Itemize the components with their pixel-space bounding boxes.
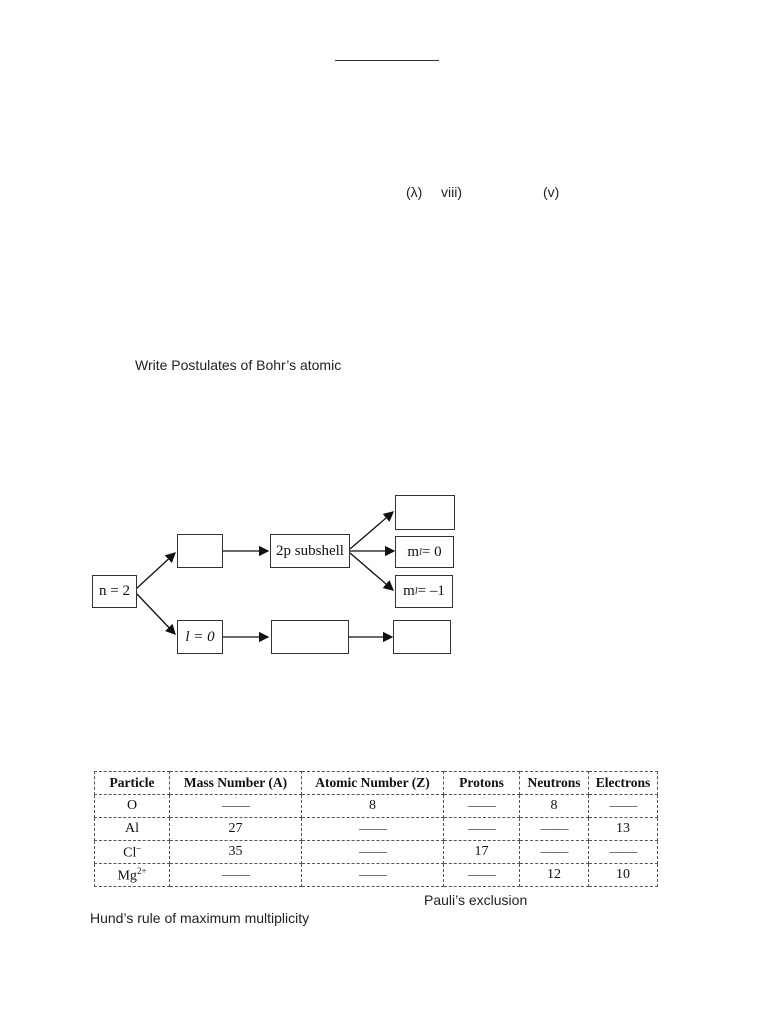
table-cell-mass: 27	[170, 818, 302, 841]
table-cell-electrons: 10	[589, 864, 658, 887]
table-cell-electrons	[589, 841, 658, 864]
blank-dashes: ------------	[467, 801, 496, 812]
ml-minus-value: = –1	[417, 583, 445, 599]
particle-charge: 2+	[136, 865, 147, 876]
header-atomic-number: Atomic Number (Z)	[302, 772, 444, 795]
blank-dashes: ------------	[221, 801, 250, 812]
blank-dashes: ------------	[358, 870, 387, 881]
blank-dashes: ------------	[467, 824, 496, 835]
blank-dashes: ------------	[540, 824, 568, 835]
table-cell-mass	[170, 795, 302, 818]
blank-dashes: ------------	[221, 870, 250, 881]
table-cell-particle	[95, 818, 170, 841]
box-2p-subshell: 2p subshell	[270, 534, 350, 568]
ml-minus-sub: l	[414, 586, 418, 597]
table-cell-neutrons	[520, 818, 589, 841]
blank-dashes: ------------	[609, 847, 637, 858]
table-row	[95, 795, 658, 818]
table-cell-protons	[444, 818, 520, 841]
table-cell-electrons	[589, 795, 658, 818]
table-cell-protons	[444, 864, 520, 887]
box-blank-subshell	[271, 620, 349, 654]
header-neutrons: Neutrons	[520, 772, 589, 795]
box-ml-minus-1	[395, 575, 453, 608]
table-cell-particle	[95, 864, 170, 887]
blank-dashes: ------------	[609, 801, 637, 812]
table-cell-atomic	[302, 864, 444, 887]
header-electrons: Electrons	[589, 772, 658, 795]
question-bohr: Write Postulates of Bohr’s atomic	[135, 357, 342, 373]
table-cell-atomic	[302, 818, 444, 841]
table-cell-atomic: 8	[302, 795, 444, 818]
blank-dashes: ------------	[358, 824, 387, 835]
table-cell-particle	[95, 841, 170, 864]
header-particle: Particle	[95, 772, 170, 795]
table-header-row	[95, 772, 658, 795]
table-cell-neutrons: 12	[520, 864, 589, 887]
table-cell-particle	[95, 795, 170, 818]
roman-numeral-lambda: (λ)	[406, 184, 423, 200]
roman-numeral-viii: viii)	[441, 184, 462, 200]
table-row	[95, 864, 658, 887]
question-hund: Hund’s rule of maximum multiplicity	[90, 910, 310, 926]
box-blank-ml	[395, 495, 455, 530]
table-cell-atomic	[302, 841, 444, 864]
box-blank-l	[177, 534, 223, 568]
particle-symbol: O	[126, 798, 138, 813]
table-cell-neutrons	[520, 841, 589, 864]
particle-symbol: Mg	[117, 868, 137, 884]
ml-zero-value: = 0	[421, 543, 442, 560]
particle-symbol: Cl	[123, 845, 137, 861]
blank-dashes: ------------	[358, 847, 387, 858]
ml-zero-sub: l	[419, 546, 422, 558]
box-l-0: l = 0	[177, 620, 223, 654]
blank-dashes: ------------	[540, 847, 568, 858]
table-row	[95, 818, 658, 841]
table-cell-protons: 17	[444, 841, 520, 864]
table-row	[95, 841, 658, 864]
table-cell-electrons: 13	[589, 818, 658, 841]
box-n-2: n = 2	[92, 575, 137, 608]
table-body	[95, 795, 658, 887]
ml-minus-m: m	[403, 583, 415, 599]
roman-numeral-v: (v)	[543, 184, 560, 200]
header-protons: Protons	[444, 772, 520, 795]
blank-dashes: ------------	[467, 870, 496, 881]
ml-zero-m: m	[407, 543, 420, 560]
box-blank-ml-2	[393, 620, 451, 654]
table-cell-mass	[170, 864, 302, 887]
particle-table	[94, 771, 658, 887]
particle-symbol: Al	[125, 821, 139, 836]
header-mass-number: Mass Number (A)	[170, 772, 302, 795]
box-ml-0	[395, 536, 454, 568]
table-cell-mass: 35	[170, 841, 302, 864]
table-cell-protons	[444, 795, 520, 818]
table-cell-neutrons: 8	[520, 795, 589, 818]
question-pauli: Pauli’s exclusion	[424, 892, 528, 908]
particle-charge: –	[136, 842, 141, 853]
